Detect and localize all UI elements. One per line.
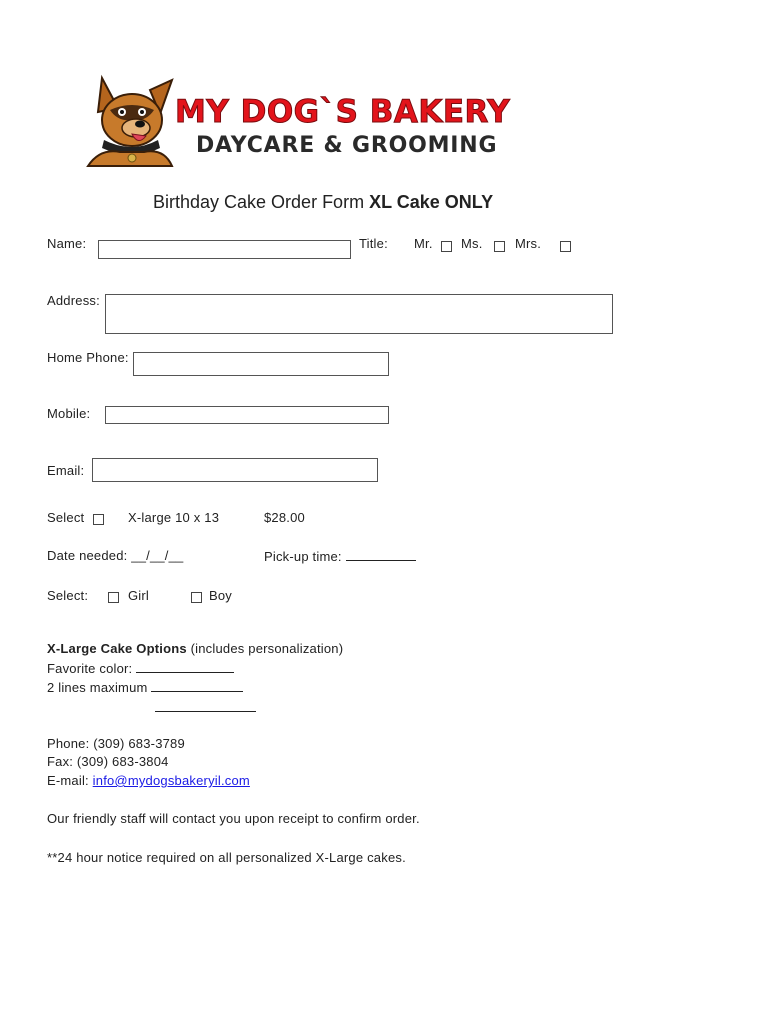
name-field[interactable] <box>98 240 351 259</box>
form-title-bold: XL Cake ONLY <box>369 192 494 212</box>
title-option-ms-label: Ms. <box>461 236 483 251</box>
boy-checkbox[interactable] <box>191 592 202 603</box>
home-phone-label: Home Phone: <box>47 350 129 365</box>
date-needed: Date needed: __/__/__ <box>47 548 184 563</box>
girl-checkbox[interactable] <box>108 592 119 603</box>
confirm-note: Our friendly staff will contact you upon receipt to confirm order. <box>47 811 420 826</box>
logo <box>80 70 600 170</box>
pickup-time <box>264 548 416 564</box>
contact-email <box>47 773 250 788</box>
cake-size-text: X-large 10 x 13 <box>128 510 220 525</box>
email-field[interactable] <box>92 458 378 482</box>
notice-note: **24 hour notice required on all personalized X-Large cakes. <box>47 850 406 865</box>
name-label: Name: <box>47 236 87 251</box>
logo-line-2: DAYCARE & GROOMING <box>196 133 498 158</box>
title-label: Title: <box>359 236 388 251</box>
title-option-mr-label: Mr. <box>414 236 433 251</box>
title-mr-checkbox[interactable] <box>441 241 452 252</box>
gender-select-label: Select: <box>47 588 89 603</box>
title-ms-checkbox[interactable] <box>494 241 505 252</box>
contact-email-link[interactable]: info@mydogsbakeryil.com <box>92 773 250 788</box>
lines-maximum <box>47 679 243 695</box>
contact-email-label: E-mail: <box>47 773 93 788</box>
dog-logo-icon <box>80 70 180 168</box>
title-option-mrs-label: Mrs. <box>515 236 542 251</box>
favorite-color-label: Favorite color: <box>47 661 133 676</box>
logo-line-1: MY DOG`S BAKERY <box>175 94 511 130</box>
line-1-field[interactable] <box>151 679 243 692</box>
options-heading <box>47 641 343 656</box>
email-label: Email: <box>47 463 85 478</box>
favorite-color-field[interactable] <box>136 660 234 673</box>
title-mrs-checkbox[interactable] <box>560 241 571 252</box>
select-cake-label: Select <box>47 510 85 525</box>
address-label: Address: <box>47 293 100 308</box>
pickup-time-label: Pick-up time: <box>264 549 342 564</box>
contact-fax: Fax: (309) 683-3804 <box>47 754 169 769</box>
options-heading-bold: X-Large Cake Options <box>47 641 187 656</box>
mobile-field[interactable] <box>105 406 389 424</box>
form-title-regular: Birthday Cake Order Form <box>153 192 370 212</box>
home-phone-field[interactable] <box>133 352 389 376</box>
lines-maximum-label: 2 lines maximum <box>47 680 148 695</box>
address-field[interactable] <box>105 294 613 334</box>
pickup-time-field[interactable] <box>346 548 416 561</box>
girl-label: Girl <box>128 588 150 603</box>
cake-price: $28.00 <box>264 510 305 525</box>
favorite-color <box>47 660 234 676</box>
form-title <box>153 192 493 213</box>
mobile-label: Mobile: <box>47 406 91 421</box>
contact-phone: Phone: (309) 683-3789 <box>47 736 185 751</box>
line-2-field[interactable] <box>155 711 256 712</box>
options-heading-regular: (includes personalization) <box>186 641 344 656</box>
boy-label: Boy <box>209 588 233 603</box>
cake-size-checkbox[interactable] <box>93 514 104 525</box>
